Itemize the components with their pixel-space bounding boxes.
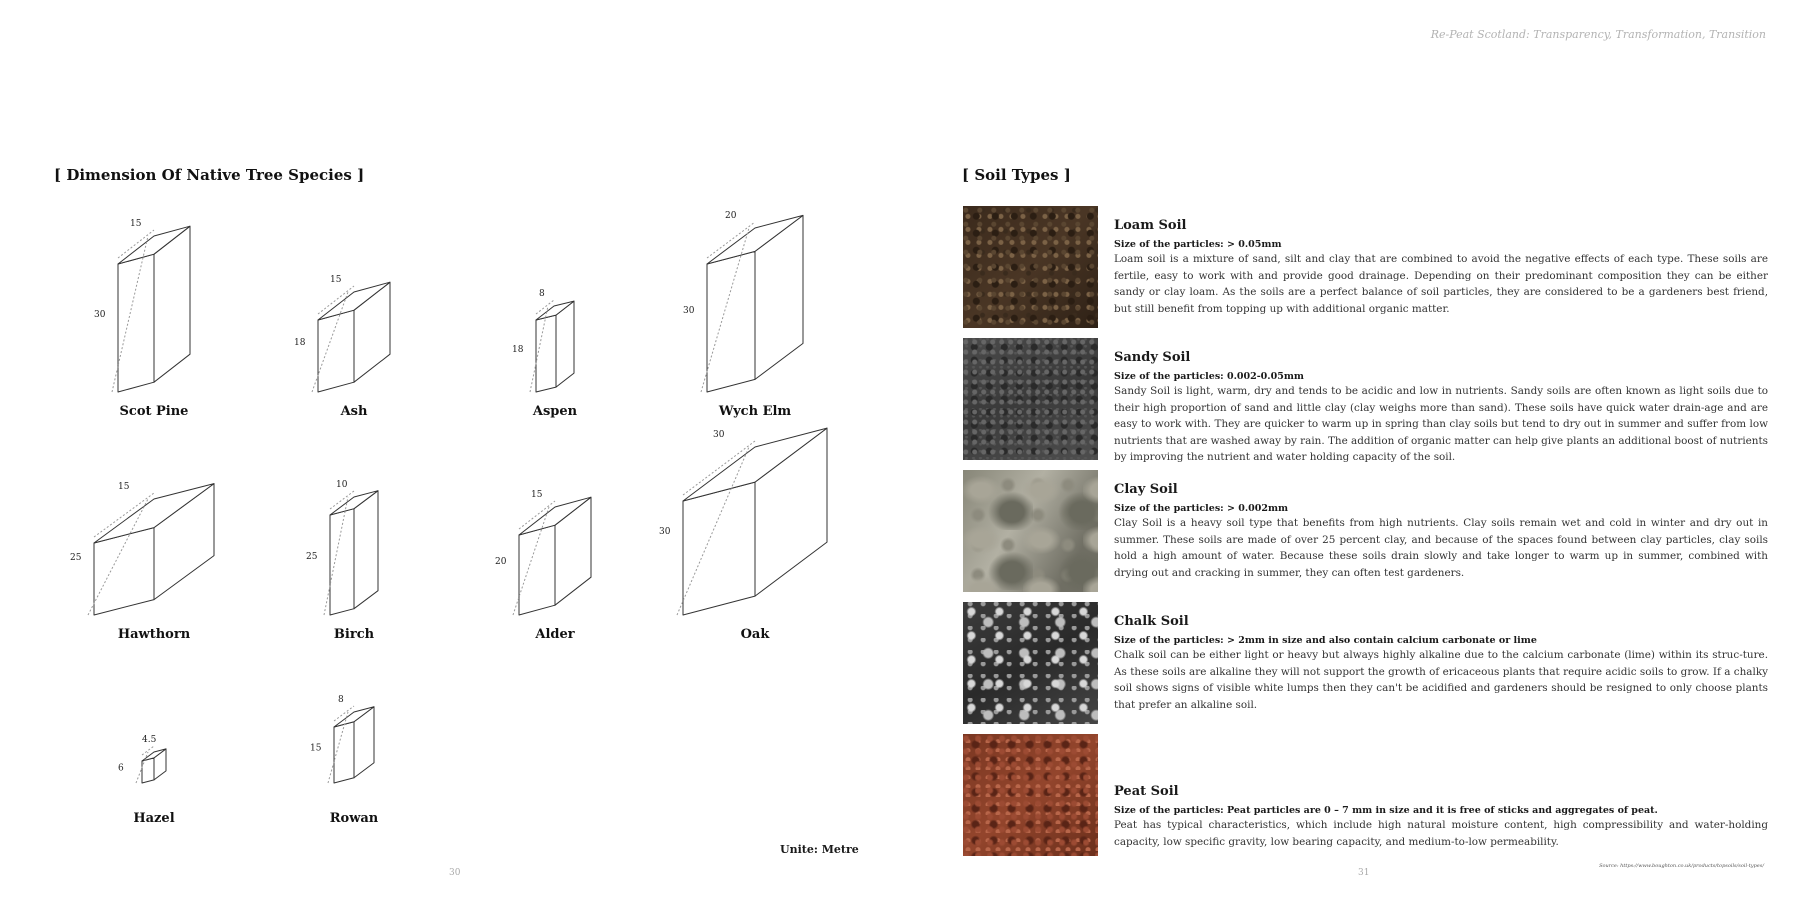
width-dimension-label: 15 [330, 275, 342, 285]
soil-particle-size: Size of the particles: Peat particles are 0 – 7 mm in size and it is free of sticks and aggregates of peat. [1114, 805, 1658, 816]
tree-name: Hazel [133, 811, 175, 826]
soil-row-chalk [963, 602, 1768, 724]
box-front-face [318, 310, 354, 392]
sandy-soil-photo [963, 338, 1098, 460]
height-dimension-label: 25 [70, 553, 82, 563]
soil-description: Clay Soil is a heavy soil type that benefits from high nutrients. Clay soils remain wet and cold in winter and dry out in summer. These soils are made of over 25 percent clay, and because of the spaces found between clay particles, clay soils hold a high amount of water. Because these soils drain slowly and take longer to warm up in summer, combined with drying out and cracking in summer, they can often test gardeners. [1114, 517, 1768, 579]
height-dimension-label: 15 [310, 743, 322, 754]
width-dimension-label: 8 [539, 289, 545, 299]
source-citation: Source: https://www.boughton.co.uk/products/topsoils/soil-types/ [1599, 863, 1764, 869]
height-dimension-label: 30 [659, 527, 671, 537]
soil-particle-size: Size of the particles: > 0.05mm [1114, 239, 1282, 250]
loam-soil-photo [963, 206, 1098, 328]
width-dimension-label: 10 [336, 480, 348, 490]
height-dimension-label: 20 [495, 557, 507, 567]
soil-description: Chalk soil can be either light or heavy but always highly alkaline due to the calcium carbonate (lime) within its struc-ture. As these soils are alkaline they will not support the growth of ericaceous plants that require acidic soils to grow. If a chalky soil shows signs of visible white lumps then they can't be acidified and gardeners should be resigned to only choose plants that prefer an alkaline soil. [1114, 649, 1768, 711]
box-front-face [334, 722, 354, 783]
box-side-face [354, 491, 378, 609]
soil-name: Chalk Soil [1114, 614, 1189, 629]
chalk-soil-photo [963, 602, 1098, 724]
running-head: Re-Peat Scotland: Transparency, Transformation, Transition [1430, 28, 1766, 41]
soil-section-title: [ Soil Types ] [962, 166, 1071, 184]
tree-section-title: [ Dimension Of Native Tree Species ] [54, 166, 365, 184]
height-dimension-label: 30 [94, 310, 106, 320]
height-dimension-label: 30 [683, 306, 695, 316]
box-side-face [556, 301, 574, 387]
soil-name: Peat Soil [1114, 784, 1179, 799]
tree-name: Wych Elm [718, 404, 792, 419]
tree-name: Alder [535, 627, 575, 642]
tree-name: Oak [740, 627, 770, 642]
page-number-left: 30 [449, 868, 461, 878]
soil-description: Sandy Soil is light, warm, dry and tends to be acidic and low in nutrients. Sandy soils are often known as light soils due to their high proportion of sand and little clay (clay weighs more than sand). These soils have quick water drain-age and are easy to work with. They are quicker to warm up in spring than clay soils but tend to dry out in summer and suffer from low nutrients that are washed away by rain. The addition of organic matter can help give plants an additional boost of nutrients by improving the nutrient and water holding capacity of the soil. [1114, 385, 1768, 463]
tree-name: Ash [340, 404, 368, 419]
unit-note: Unite: Metre [780, 843, 859, 856]
box-front-face [519, 525, 555, 615]
height-dimension-label: 6 [118, 763, 124, 774]
clay-soil-photo [963, 470, 1098, 592]
soil-row-peat [963, 734, 1768, 856]
soil-description: Peat has typical characteristics, which include high natural moisture content, high compressibility and water-holding capacity, low specific gravity, low bearing capacity, and medium-to-low permeability. [1114, 819, 1768, 848]
soil-row-loam [963, 206, 1768, 328]
soil-name: Clay Soil [1114, 482, 1178, 497]
tree-name: Scot Pine [119, 404, 189, 419]
tree-name: Aspen [532, 404, 578, 419]
box-front-face [142, 758, 154, 783]
soil-particle-size: Size of the particles: 0.002-0.05mm [1114, 371, 1304, 382]
width-dimension-label: 30 [713, 430, 725, 440]
width-dimension-label: 15 [130, 219, 142, 229]
soil-name: Loam Soil [1114, 218, 1187, 233]
height-dimension-label: 18 [512, 345, 524, 355]
page-number-right: 31 [1358, 868, 1370, 878]
width-dimension-label: 20 [725, 211, 737, 221]
peat-soil-photo [963, 734, 1098, 856]
box-front-face [707, 251, 755, 392]
width-dimension-label: 8 [338, 695, 344, 705]
box-front-face [536, 315, 556, 392]
tree-name: Hawthorn [117, 627, 191, 642]
box-front-face [683, 482, 755, 615]
soil-name: Sandy Soil [1114, 350, 1191, 365]
soil-description: Loam soil is a mixture of sand, silt and clay that are combined to avoid the negative effects of each type. These soils are fertile, easy to work with and provide good drainage. Depending on their predominant composition they can be either sandy or clay loam. As the soils are a perfect balance of soil particles, they are considered to be a gardeners best friend, but still benefit from topping up with additional organic matter. [1114, 253, 1768, 315]
soil-row-sandy [963, 338, 1768, 463]
width-dimension-label: 15 [531, 490, 543, 500]
width-dimension-label: 15 [118, 482, 130, 492]
tree-name: Rowan [329, 811, 379, 826]
box-front-face [118, 254, 154, 392]
height-dimension-label: 18 [294, 338, 306, 348]
soil-particle-size: Size of the particles: > 2mm in size and also contain calcium carbonate or lime [1114, 635, 1537, 646]
height-dimension-label: 25 [306, 552, 318, 562]
soil-row-clay [963, 470, 1768, 592]
tree-name: Birch [333, 627, 375, 642]
width-dimension-label: 4.5 [142, 735, 157, 745]
soil-particle-size: Size of the particles: > 0.002mm [1114, 503, 1289, 514]
